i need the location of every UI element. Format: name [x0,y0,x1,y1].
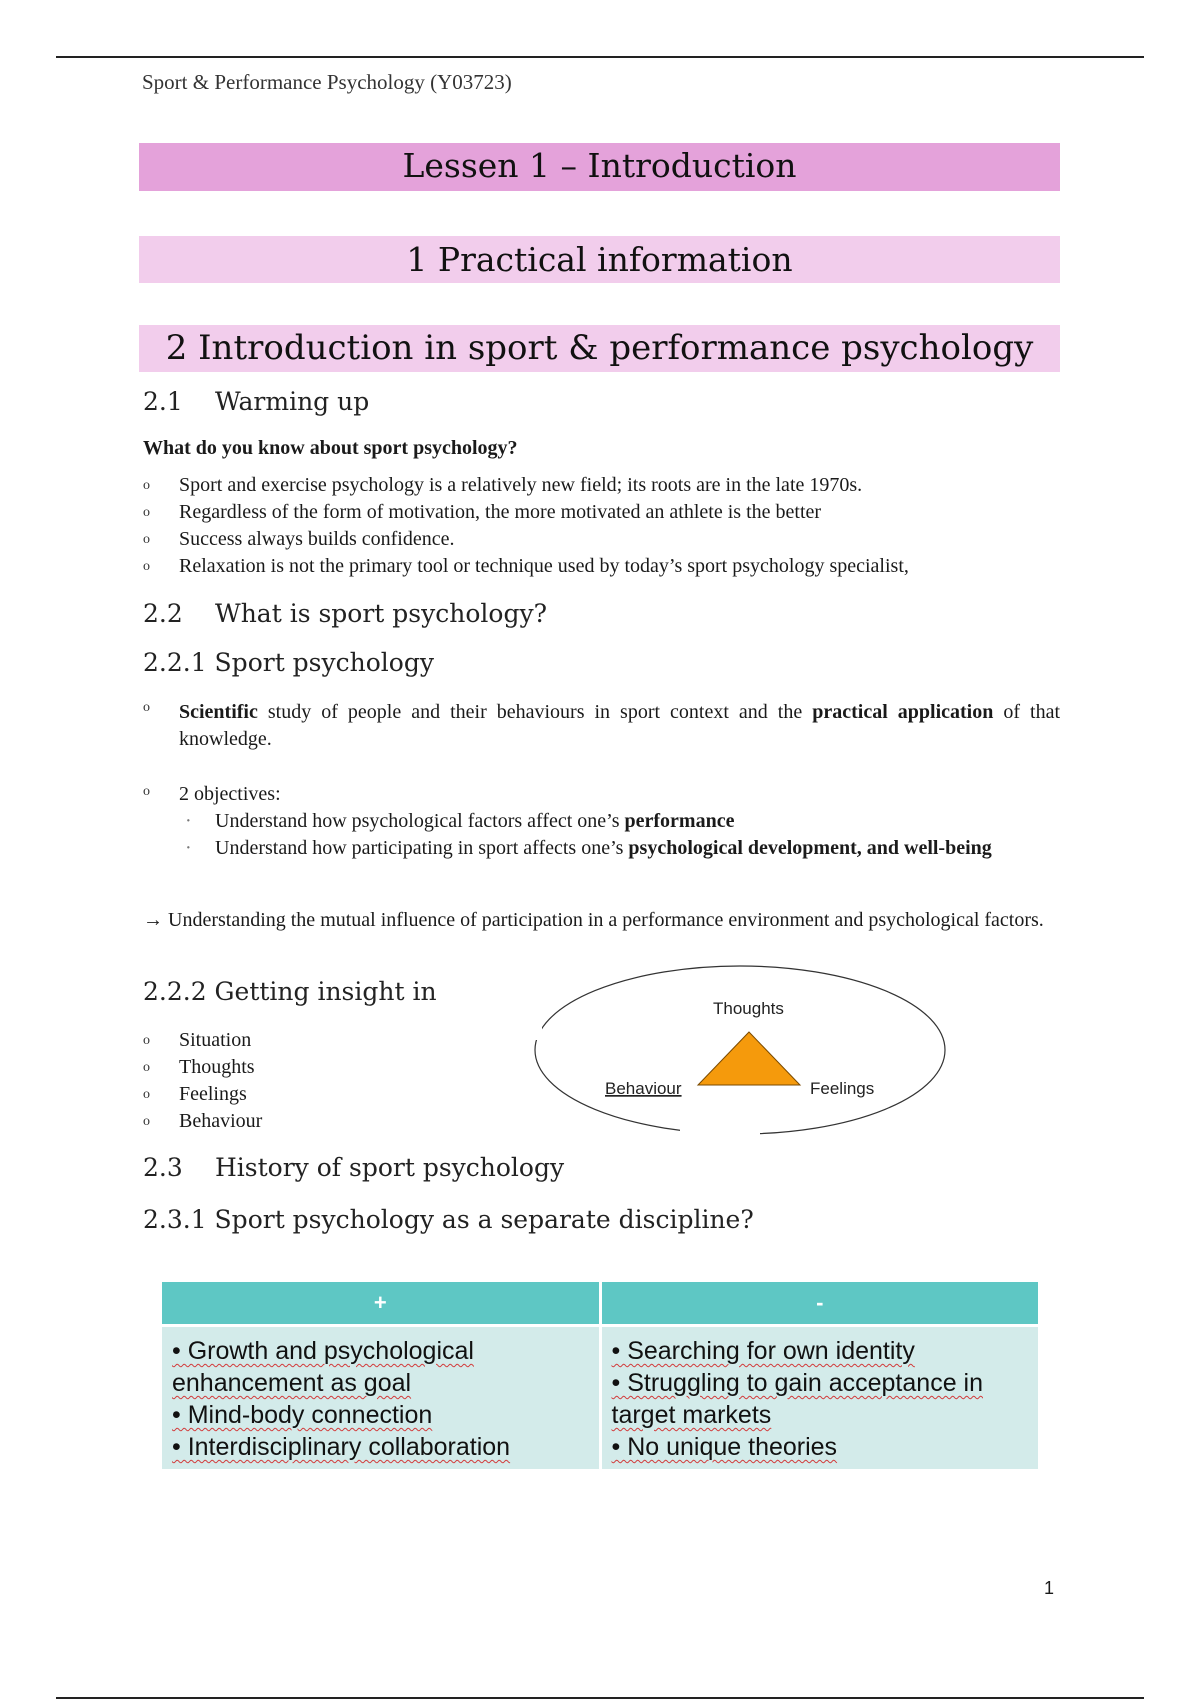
circle-bullet-icon: o [143,1060,150,1075]
lesson-title: Lessen 1 – Introduction [139,143,1060,191]
circle-bullet-icon: o [143,505,150,520]
heading-history [143,1153,564,1182]
circle-bullet-icon: o [143,478,150,493]
heading-number: 2.2 [143,599,183,628]
thoughts-feelings-behaviour-diagram [530,962,950,1142]
heading-text: What is sport psychology? [215,599,547,628]
heading-separate-discipline: 2.3.1 Sport psychology as a separate discipline? [143,1205,754,1234]
definition-paragraph: Scientific study of people and their behaviours in sport context and the practical application of that knowledge. [179,701,1060,750]
heading-text: Warming up [215,387,370,416]
heading-getting-insight: 2.2.2 Getting insight in [143,977,437,1006]
section-heading-practical: 1 Practical information [139,236,1060,283]
diagram-label-behaviour: Behaviour [605,1079,682,1098]
heading-number: 2.1 [143,387,183,416]
page-number: 1 [1044,1578,1055,1598]
dash-bullet-icon: · [185,810,192,832]
minus-header: - [600,1281,1040,1326]
diagram-gap-bottom [680,1128,760,1142]
minus-item: • No unique theories [611,1433,838,1461]
pros-cons-table [159,1279,1041,1472]
circle-bullet-icon: o [143,559,150,574]
diagram-label-thoughts: Thoughts [713,999,784,1018]
plus-cell [161,1326,601,1471]
insight-list [143,1027,443,1135]
list-item: o Sport and exercise psychology is a relatively new field; its roots are in the late 1970s. [143,472,1063,499]
list-item: o Behaviour [143,1108,443,1135]
plus-item: • Interdisciplinary collaboration [172,1433,511,1461]
heading-text: History of sport psychology [215,1153,565,1182]
warmup-list [143,472,1063,580]
list-item: o Relaxation is not the primary tool or technique used by today’s sport psychology specialist, [143,553,1063,580]
plus-header: + [161,1281,601,1326]
definition-bold-application: practical application [812,701,994,723]
list-item: o Thoughts [143,1054,443,1081]
list-item: o Success always builds confidence. [143,526,1063,553]
document-header: Sport & Performance Psychology (Y03723) [142,70,512,94]
plus-item: • Mind-body connection [172,1401,433,1429]
orange-triangle-shape [698,1032,800,1085]
list-item: · Understand how psychological factors affect one’s performance [179,808,1060,835]
bottom-rule [56,1697,1144,1699]
heading-what-is-sport-psychology [143,599,547,628]
circle-bullet-icon: o [143,700,150,715]
heading-number: 2.3 [143,1153,183,1182]
definition-bold-scientific: Scientific [179,701,258,723]
objectives-label: 2 objectives: [179,783,281,805]
minus-item: • Struggling to gain acceptance in target markets [611,1369,983,1429]
circle-bullet-icon: o [143,1033,150,1048]
summary-paragraph: → Understanding the mutual influence of participation in a performance environment and psychological factors. [143,909,1044,931]
circle-bullet-icon: o [143,1087,150,1102]
diagram-label-feelings: Feelings [810,1079,875,1098]
top-rule [56,56,1144,58]
objectives-list [179,808,1060,862]
list-item: o Situation [143,1027,443,1054]
dash-bullet-icon: · [185,837,192,859]
minus-item: • Searching for own identity [611,1337,915,1365]
heading-sport-psychology: 2.2.1 Sport psychology [143,648,434,677]
list-item: o Regardless of the form of motivation, the more motivated an athlete is the better [143,499,1063,526]
circle-bullet-icon: o [143,1114,150,1129]
list-item: o Feelings [143,1081,443,1108]
diagram-gap-left [530,996,542,1040]
section-heading-introduction: 2 Introduction in sport & performance psychology [139,325,1060,372]
plus-item: • Growth and psychological enhancement as goal [172,1337,474,1397]
warmup-question: What do you know about sport psychology? [143,437,518,459]
minus-cell [600,1326,1040,1471]
circle-bullet-icon: o [143,532,150,547]
list-item: · Understand how participating in sport affects one’s psychological development, and well-being [179,835,1060,862]
circle-bullet-icon: o [143,784,150,799]
heading-warming-up [143,387,369,416]
